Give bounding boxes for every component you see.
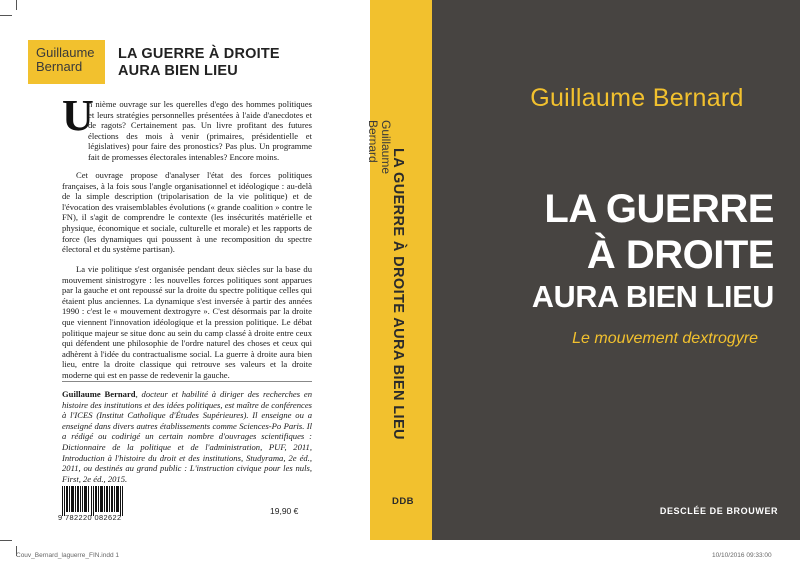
barcode-icon — [62, 486, 124, 516]
bio-author-name: Guillaume Bernard — [62, 389, 136, 399]
back-paragraph-2: Cet ouvrage propose d'analyser l'état des forces politiques françaises, à la fois sous l'angle organisationnel et idéologique : au-delà de la simple description (tripolarisation de la vie politique) et de l'évocation des vraisemblables évolutions (« grande coalition » contre le FN), il s'agit de comprendre le contexte (les insécurités matérielle et physique, économique et sociale, culturelle et morale) et les rapports de force (les dynamiques qui poussent à une recomposition du spectre électoral et du système partisan). — [62, 170, 312, 255]
back-paragraph-1: n nième ouvrage sur les querelles d'ego des hommes politiques et leurs stratégies personnelles présentées à l'aide d'anecdotes et de ragots? Certainement pas. Un livre profitant des futures élections des mois à venir (primaires, présidentielle et législatives) pour faire des pronostics? Pas plus. Un programme fait de promesses électorales intenables? Encore moins. — [88, 99, 312, 162]
spine-author — [366, 120, 392, 174]
isbn-number: 9 782220 082622 — [58, 513, 122, 522]
front-title — [434, 186, 774, 316]
slug-filename: Couv_Bernard_laguerre_FIN.indd 1 — [16, 552, 119, 559]
spine-author-first: Guillaume — [379, 120, 393, 175]
drop-cap: U — [62, 91, 94, 140]
spine — [366, 0, 432, 540]
publisher-logo: DDB — [391, 496, 415, 507]
spine-author-last: Bernard — [366, 120, 380, 163]
back-title-line-1: LA GUERRE À DROITE — [118, 46, 280, 62]
front-publisher: DESCLÉE DE BROUWER — [659, 506, 779, 516]
back-author-band — [28, 40, 105, 84]
back-author-first: Guillaume — [36, 45, 95, 60]
front-title-line-2: À DROITE — [586, 233, 774, 277]
front-author: Guillaume Bernard — [530, 84, 744, 112]
front-subtitle: Le mouvement dextrogyre — [572, 330, 758, 347]
bio-text: , docteur et habilité à diriger des recherches en histoire des institutions et des idées politiques, est maître de conférences à l'ICES (Institut Catholique d'Études Supérieures). Il enseigne ou a enseigné dans divers autres établissements comme Sciences-Po Paris. Il a rédigé ou codirigé un certain nombre d'ouvrages scientifiques : Dictionnaire de la politique et de l'administration, PUF, 2011, Introduction à l'histoire du droit et des institutions, Studyrama, 2e éd., 2011, ou destinés au grand public : L'instruction civique pour les nuls, First, 2e éd., 2015. — [62, 389, 312, 484]
slug-date: 10/10/2016 09:33:00 — [712, 552, 772, 559]
front-title-line-1: LA GUERRE — [544, 187, 774, 231]
front-title-line-3: AURA BIEN LIEU — [531, 280, 774, 314]
price: 19,90 € — [270, 506, 299, 516]
back-cover — [0, 0, 370, 565]
back-author-last: Bernard — [36, 59, 83, 74]
back-title — [118, 46, 358, 80]
back-title-line-2: AURA BIEN LIEU — [118, 63, 238, 79]
spine-title: LA GUERRE À DROITE AURA BIEN LIEU — [390, 148, 406, 440]
back-paragraph-3: La vie politique s'est organisée pendant deux siècles sur la base du mouvement sinistrogyre : les nouvelles forces politiques sont apparues par la gauche et ont repoussé sur la droite du spectre politique celles qui étaient plus anciennes. La dynamique s'est inversée à partir des années 1990 : c'est le « mouvement dextrogyre ». C'est désormais par la droite que viennent l'innovation idéologique et la pression politique. Le débat politique majeur se situe donc au sein du camp classé à droite entre ceux qui défendent une philosophie de l'ordre naturel des choses et ceux qui adhèrent à l'idée du contractualisme social. La guerre à droite aura bien lieu, entre la droite classique qui retrouve ses valeurs et la droite moderne qui est en passe de redevenir la gauche. — [62, 264, 312, 380]
author-bio — [62, 389, 312, 484]
front-cover — [432, 0, 800, 540]
divider — [62, 381, 312, 382]
